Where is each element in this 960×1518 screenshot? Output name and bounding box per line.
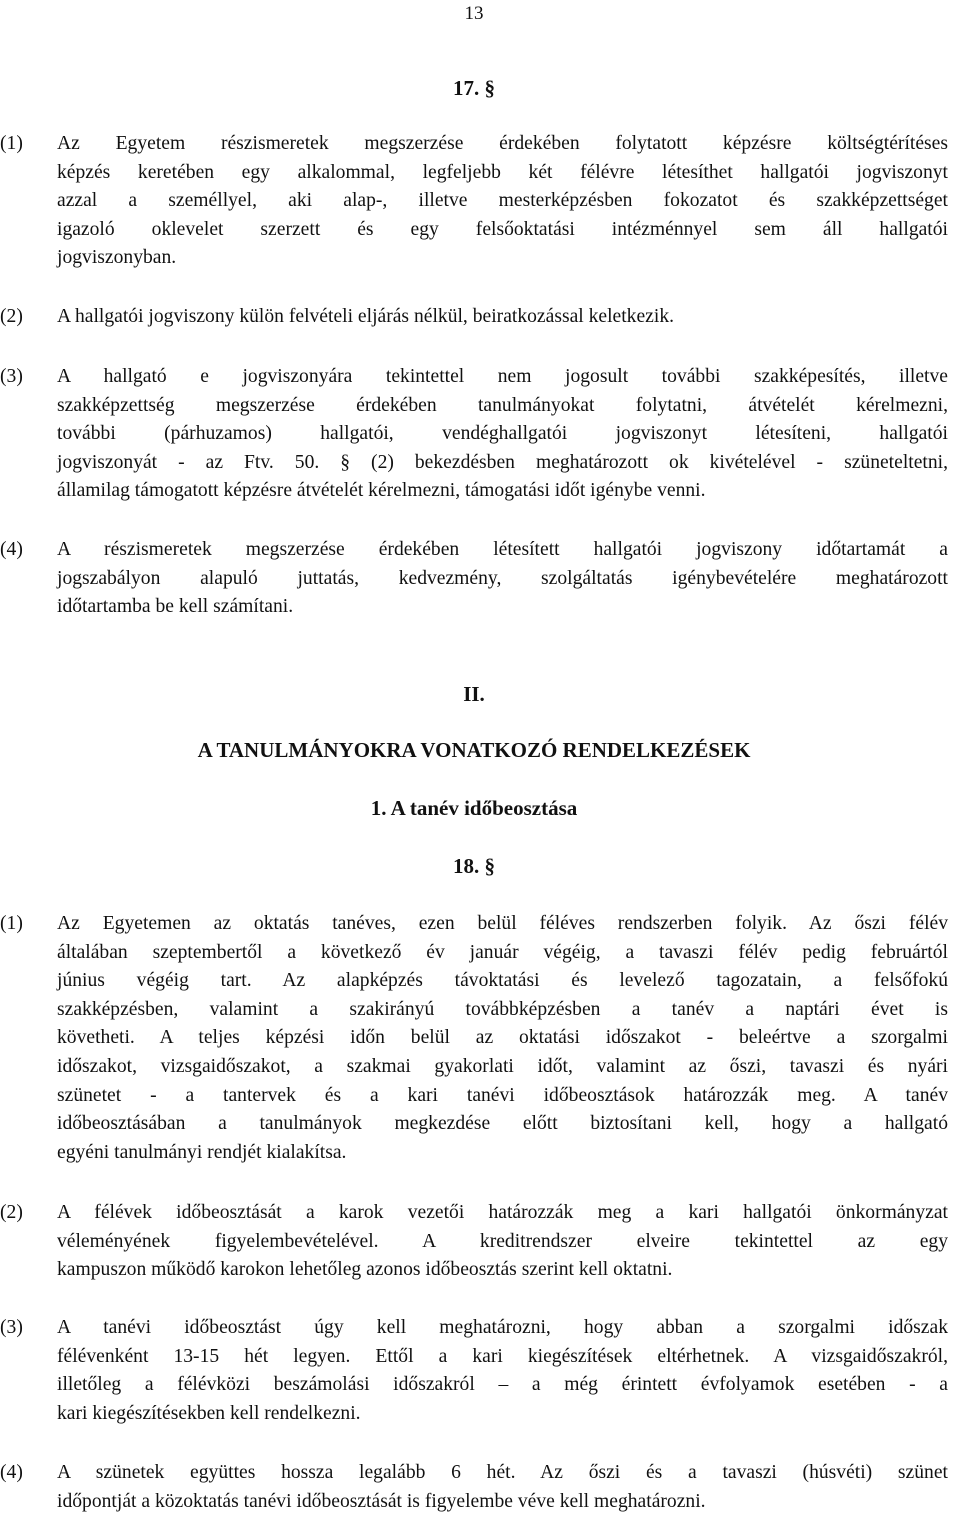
part-title: A TANULMÁNYOKRA VONATKOZÓ RENDELKEZÉSEK bbox=[197, 738, 751, 762]
text-line: államilag támogatott képzésre átvételét kérelmezni, támogatási időt igénybe venni. bbox=[57, 480, 706, 502]
section-17-paragraph-3 bbox=[0, 363, 948, 506]
page-number: 13 bbox=[464, 3, 484, 24]
text-line: illetőleg a félévközi beszámolási időszakról – a még érintett évfolyamok esetében - a bbox=[57, 1374, 948, 1396]
paragraph-number: (3) bbox=[0, 366, 23, 387]
paragraph-number: (3) bbox=[0, 1317, 23, 1338]
text-line: általában szeptembertől a következő év január végéig, a tavaszi félév pedig februártól bbox=[57, 941, 948, 963]
text-line: június végéig tart. Az alapképzés távoktatási és levelező tagozatain, a felsőfokú bbox=[57, 970, 948, 992]
text-line: szakképzésben, valamint a szakirányú továbbképzésben a tanév a naptári évet is bbox=[57, 998, 948, 1020]
section-18-paragraph-4 bbox=[0, 1459, 948, 1516]
text-line: azzal a személlyel, aki alap-, illetve mesterképzésben fokozatot és szakképzettséget bbox=[57, 190, 948, 212]
paragraph-number: (2) bbox=[0, 1202, 23, 1223]
text-line: igazoló oklevelet szerzett és egy felsőoktatási intézménnyel sem áll hallgatói bbox=[57, 218, 948, 240]
paragraph-number: (2) bbox=[0, 306, 23, 327]
section-17-paragraph-2 bbox=[0, 303, 948, 332]
paragraph-number: (1) bbox=[0, 133, 23, 154]
text-line: további (párhuzamos) hallgatói, vendéghallgatói jogviszonyt létesíteni, hallgatói bbox=[57, 423, 948, 445]
text-line: Az Egyetemen az oktatás tanéves, ezen belül féléves rendszerben folyik. Az őszi félév bbox=[57, 913, 948, 934]
text-line: jogviszonyát - az Ftv. 50. § (2) bekezdésben meghatározott ok kivételével - szüneteltetni, bbox=[57, 451, 948, 473]
text-line: kampuszon működő karokon lehetőleg azonos időbeosztás szerint kell oktatni. bbox=[57, 1259, 673, 1281]
text-line: időtartamba be kell számítani. bbox=[57, 596, 294, 618]
text-line: kari kiegészítésekben kell rendelkezni. bbox=[57, 1402, 361, 1424]
text-line: jogviszonyban. bbox=[57, 247, 177, 269]
section-17-heading: 17. § bbox=[453, 76, 495, 100]
paragraph-text bbox=[57, 1459, 948, 1516]
text-line: véleményének figyelembevételével. A kreditrendszer elveire tekintettel az egy bbox=[57, 1230, 948, 1252]
section-18-paragraph-3 bbox=[0, 1314, 948, 1428]
paragraph-text bbox=[57, 910, 948, 1167]
section-18-paragraph-2 bbox=[0, 1199, 948, 1285]
paragraph-text bbox=[57, 130, 948, 273]
text-line: A tanévi időbeosztást úgy kell meghatározni, hogy abban a szorgalmi időszak bbox=[57, 1317, 948, 1338]
paragraph-text bbox=[57, 363, 948, 506]
text-line: félévenként 13-15 hét legyen. Ettől a kari kiegészítések eltérhetnek. A vizsgaidőszakról, bbox=[57, 1345, 948, 1367]
text-line: időbeosztásában a tanulmányok megkezdése előtt biztosítani kell, hogy a hallgató bbox=[57, 1113, 948, 1135]
text-line: szakképzettség megszerzése érdekében tanulmányokat folytatni, átvételét kérelmezni, bbox=[57, 394, 948, 416]
text-line: jogszabályon alapuló juttatás, kedvezmény, szolgáltatás igénybevételére meghatározott bbox=[57, 567, 948, 589]
text-line: A hallgatói jogviszony külön felvételi eljárás nélkül, beiratkozással keletkezik. bbox=[57, 306, 675, 327]
section-18-heading: 18. § bbox=[453, 854, 495, 878]
part-roman-numeral: II. bbox=[463, 682, 485, 706]
text-line: Az Egyetem részismeretek megszerzése érdekében folytatott képzésre költségtérítéses bbox=[57, 133, 948, 154]
paragraph-text bbox=[57, 1199, 948, 1285]
section-18-paragraph-1 bbox=[0, 910, 948, 1167]
text-line: követheti. A teljes képzési időn belül az oktatási időszakot - beleértve a szorgalmi bbox=[57, 1027, 948, 1049]
text-line: időpontját a közoktatás tanévi időbeosztását is figyelembe véve kell meghatározni. bbox=[57, 1490, 706, 1512]
paragraph-text bbox=[57, 1314, 948, 1428]
text-line: egyéni tanulmányi rendjét kialakítsa. bbox=[57, 1141, 347, 1163]
paragraph-text bbox=[57, 303, 948, 332]
paragraph-text bbox=[57, 536, 948, 622]
text-line: A szünetek együttes hossza legalább 6 hét. Az őszi és a tavaszi (húsvéti) szünet bbox=[57, 1462, 948, 1483]
text-line: A részismeretek megszerzése érdekében létesített hallgatói jogviszony időtartamát a bbox=[57, 539, 948, 560]
text-line: A hallgató e jogviszonyára tekintettel nem jogosult további szakképesítés, illetve bbox=[57, 366, 948, 387]
section-17-paragraph-1 bbox=[0, 130, 948, 273]
paragraph-number: (1) bbox=[0, 913, 23, 934]
paragraph-number: (4) bbox=[0, 539, 23, 560]
chapter-title: 1. A tanév időbeosztása bbox=[370, 796, 578, 820]
paragraph-number: (4) bbox=[0, 1462, 23, 1483]
text-line: képzés keretében egy alkalommal, legfeljebb két félévre létesíthet hallgatói jogviszonyt bbox=[57, 161, 948, 183]
text-line: szünetet - a tantervek és a kari tanévi időbeosztások határozzák meg. A tanév bbox=[57, 1084, 948, 1106]
text-line: A félévek időbeosztását a karok vezetői határozzák meg a kari hallgatói önkormányzat bbox=[57, 1202, 948, 1223]
text-line: időszakot, vizsgaidőszakot, a szakmai gyakorlati időt, valamint az őszi, tavaszi és nyári bbox=[57, 1055, 948, 1077]
section-17-paragraph-4 bbox=[0, 536, 948, 622]
